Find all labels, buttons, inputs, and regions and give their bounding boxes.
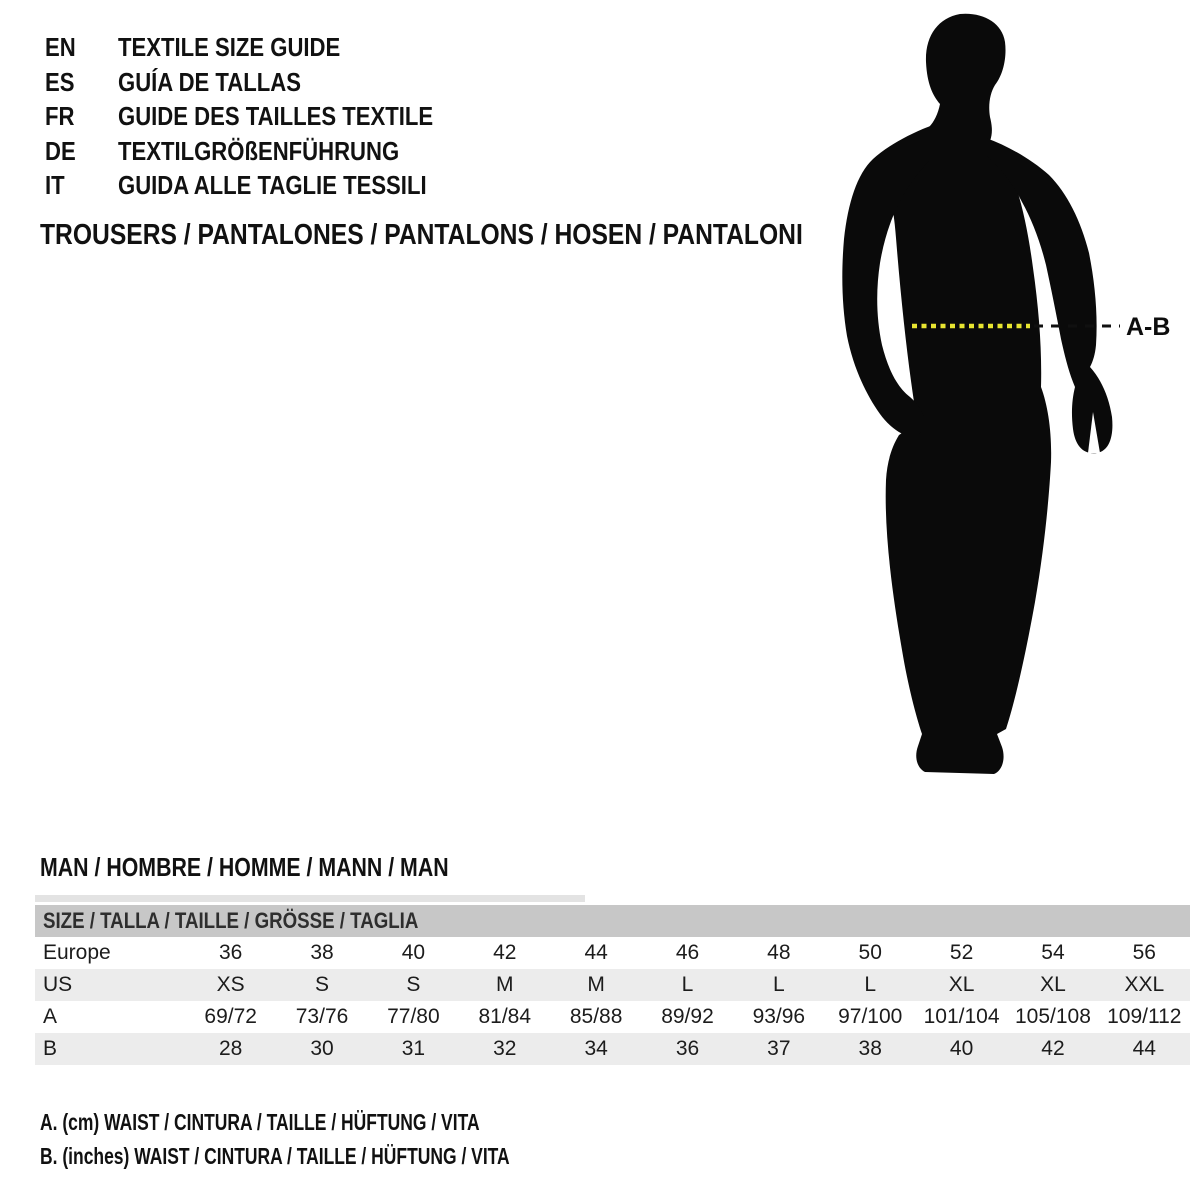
- table-cell: XXL: [1124, 973, 1165, 996]
- table-cell: S: [315, 973, 330, 996]
- language-code: FR: [45, 101, 75, 131]
- table-cell: L: [864, 973, 877, 996]
- man-silhouette: [830, 0, 1200, 800]
- table-header-label: SIZE / TALLA / TAILLE / GRÖSSE / TAGLIA: [43, 908, 419, 933]
- table-cell: 81/84: [478, 1005, 532, 1028]
- table-cell: 48: [767, 941, 791, 964]
- table-cell: 36: [675, 1037, 700, 1060]
- language-guide-title: TEXTILE SIZE GUIDE: [118, 32, 341, 62]
- language-code: DE: [45, 135, 76, 166]
- table-cell: L: [681, 973, 694, 996]
- table-cell: 56: [1132, 941, 1156, 964]
- table-cell: 37: [767, 1037, 791, 1060]
- table-cell: 31: [401, 1037, 426, 1060]
- language-guide-title: GUIDE DES TAILLES TEXTILE: [118, 101, 434, 131]
- table-cell: L: [773, 973, 785, 996]
- table-cell: 54: [1041, 941, 1065, 964]
- language-guide-title: GUIDA ALLE TAGLIE TESSILI: [118, 170, 427, 200]
- table-cell: 46: [675, 941, 700, 964]
- size-table: [35, 895, 1190, 1065]
- table-cell: 101/104: [923, 1005, 1000, 1028]
- table-cell: 50: [858, 941, 882, 964]
- table-cell: M: [587, 973, 605, 996]
- table-cell: 42: [1041, 1037, 1065, 1060]
- table-row-label: US: [43, 973, 73, 996]
- table-row-values: [185, 1037, 1190, 1061]
- table-row-values: [185, 941, 1190, 965]
- table-row-values: [185, 973, 1190, 997]
- table-cell: 30: [310, 1037, 334, 1060]
- footnote: B. (inches) WAIST / CINTURA / TAILLE / HÜFTUNG / VITA: [40, 1143, 510, 1169]
- table-cell: 52: [949, 941, 974, 964]
- table-cell: 38: [858, 1037, 882, 1060]
- language-code: ES: [45, 66, 75, 97]
- table-row-label: A: [43, 1005, 58, 1028]
- table-cell: 40: [949, 1037, 974, 1060]
- table-cell: XL: [948, 973, 975, 996]
- table-cell: 38: [310, 941, 334, 964]
- table-row: [35, 937, 1190, 969]
- table-cell: 42: [493, 941, 517, 964]
- table-row: [35, 1033, 1190, 1065]
- table-cell: 93/96: [752, 1005, 806, 1028]
- language-row: [45, 134, 489, 169]
- table-cell: 44: [584, 941, 608, 964]
- table-row: [35, 1001, 1190, 1033]
- garment-title: TROUSERS / PANTALONES / PANTALONS / HOSEN / PANTALONI: [40, 219, 803, 251]
- table-rows: [35, 937, 1190, 1065]
- table-row-values: [185, 1005, 1190, 1029]
- table-cell: 77/80: [387, 1005, 440, 1028]
- table-cell: 32: [493, 1037, 517, 1060]
- table-row-label: B: [43, 1037, 58, 1060]
- table-top-strip: [35, 895, 585, 902]
- table-cell: 28: [219, 1037, 243, 1060]
- table-cell: XS: [216, 973, 245, 996]
- table-cell: XL: [1040, 973, 1066, 996]
- table-cell: M: [496, 973, 514, 996]
- table-cell: 97/100: [838, 1005, 903, 1028]
- language-row: [45, 65, 489, 100]
- language-row: [45, 30, 489, 65]
- table-cell: 69/72: [204, 1005, 257, 1028]
- language-row: [45, 99, 489, 134]
- table-cell: S: [406, 973, 421, 996]
- language-code: EN: [45, 32, 76, 62]
- table-cell: 34: [584, 1037, 608, 1060]
- language-guide-title: TEXTILGRÖßENFÜHRUNG: [118, 135, 400, 166]
- table-cell: 105/108: [1014, 1005, 1091, 1028]
- measure-label: A-B: [1126, 313, 1171, 341]
- table-cell: 85/88: [569, 1005, 623, 1028]
- table-cell: 73/76: [295, 1005, 349, 1028]
- table-cell: 89/92: [661, 1005, 714, 1028]
- footnote: A. (cm) WAIST / CINTURA / TAILLE / HÜFTUNG / VITA: [40, 1109, 480, 1135]
- section-title: MAN / HOMBRE / HOMME / MANN / MAN: [40, 852, 449, 882]
- language-row: [45, 168, 489, 203]
- table-cell: 36: [219, 941, 243, 964]
- language-list: [45, 30, 489, 203]
- footnotes: [40, 1105, 658, 1173]
- figure-wrap: [830, 0, 1200, 800]
- table-row: [35, 969, 1190, 1001]
- language-guide-title: GUÍA DE TALLAS: [118, 66, 301, 97]
- table-row-label: Europe: [43, 941, 111, 964]
- table-cell: 109/112: [1107, 1005, 1182, 1028]
- language-code: IT: [45, 170, 65, 200]
- table-cell: 44: [1132, 1037, 1156, 1060]
- table-header-row: [35, 905, 1190, 937]
- table-cell: 40: [401, 941, 426, 964]
